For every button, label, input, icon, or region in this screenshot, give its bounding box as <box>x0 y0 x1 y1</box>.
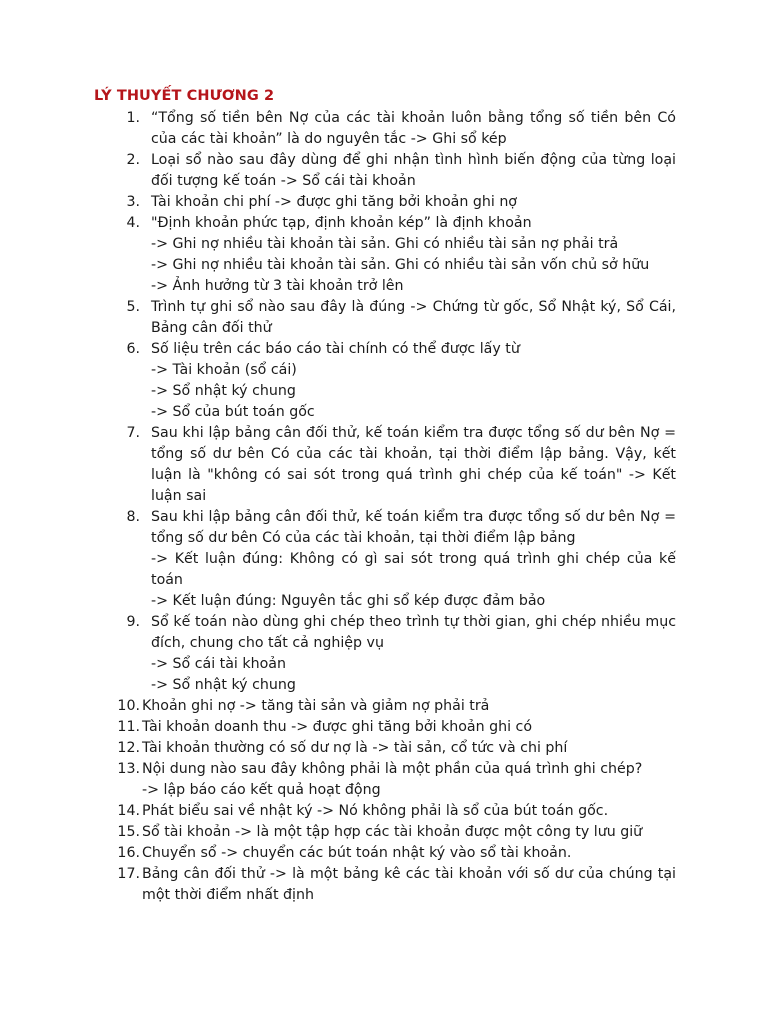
item-body <box>151 507 676 612</box>
item-number: 1. <box>126 110 140 126</box>
list-item <box>94 843 676 864</box>
item-body <box>151 297 676 339</box>
list-item <box>94 108 676 150</box>
item-text: Sổ tài khoản -> là một tập hợp các tài khoản được một công ty lưu giữ <box>142 824 643 840</box>
item-body <box>151 339 676 423</box>
item-body <box>151 423 676 507</box>
item-number: 13. <box>117 761 140 777</box>
list-item <box>94 696 676 717</box>
item-number: 14. <box>117 803 140 819</box>
item-answer: -> Kết luận đúng: Nguyên tắc ghi sổ kép được đảm bảo <box>151 593 546 609</box>
item-number: 2. <box>126 152 140 168</box>
item-answer: -> Kết luận đúng: Không có gì sai sót trong quá trình ghi chép của kế toán <box>151 551 676 588</box>
question-list <box>94 108 676 906</box>
document-title: LÝ THUYẾT CHƯƠNG 2 <box>94 88 275 104</box>
list-item <box>94 738 676 759</box>
list-item <box>94 297 676 339</box>
item-body <box>151 213 676 297</box>
item-answer: -> Ảnh hưởng từ 3 tài khoản trở lên <box>151 278 404 294</box>
item-text: Sau khi lập bảng cân đối thử, kế toán kiểm tra được tổng số dư bên Nợ = tổng số dư bên Có của các tài khoản, tại thời điểm lập bảng <box>151 509 676 546</box>
item-text: Tài khoản doanh thu -> được ghi tăng bởi khoản ghi có <box>142 719 533 735</box>
item-number: 12. <box>117 740 140 756</box>
item-answer: -> Sổ cái tài khoản <box>151 656 286 672</box>
item-body <box>142 864 676 906</box>
item-answer: -> Sổ nhật ký chung <box>151 677 296 693</box>
item-body <box>142 696 676 717</box>
item-answer: -> Ghi nợ nhiều tài khoản tài sản. Ghi có nhiều tài sản vốn chủ sở hữu <box>151 257 650 273</box>
item-text: Loại sổ nào sau đây dùng để ghi nhận tình hình biến động của từng loại đối tượng kế toán -> Sổ cái tài khoản <box>151 152 676 189</box>
item-text: Số liệu trên các báo cáo tài chính có thể được lấy từ <box>151 341 520 357</box>
item-text: Chuyển sổ -> chuyển các bút toán nhật ký vào sổ tài khoản. <box>142 845 572 861</box>
item-body <box>151 108 676 150</box>
item-body <box>142 759 676 801</box>
item-body <box>151 150 676 192</box>
item-body <box>142 738 676 759</box>
item-text: "Định khoản phức tạp, định khoản kép” là định khoản <box>151 215 532 231</box>
item-body <box>142 717 676 738</box>
item-number: 15. <box>117 824 140 840</box>
item-body <box>142 801 676 822</box>
item-number: 7. <box>126 425 140 441</box>
item-text: “Tổng số tiền bên Nợ của các tài khoản luôn bằng tổng số tiền bên Có của các tài khoản” là do nguyên tắc -> Ghi sổ kép <box>151 110 676 147</box>
item-text: Tài khoản chi phí -> được ghi tăng bởi khoản ghi nợ <box>151 194 517 210</box>
list-item <box>94 192 676 213</box>
list-item <box>94 759 676 801</box>
item-text: Nội dung nào sau đây không phải là một phần của quá trình ghi chép? <box>142 761 643 777</box>
item-number: 10. <box>117 698 140 714</box>
item-body <box>142 843 676 864</box>
item-text: Sổ kế toán nào dùng ghi chép theo trình tự thời gian, ghi chép nhiều mục đích, chung cho tất cả nghiệp vụ <box>151 614 676 651</box>
item-text: Bảng cân đối thử -> là một bảng kê các tài khoản với số dư của chúng tại một thời điểm nhất định <box>142 866 676 903</box>
item-number: 3. <box>126 194 140 210</box>
list-item <box>94 507 676 612</box>
item-answer: -> lập báo cáo kết quả hoạt động <box>142 782 381 798</box>
item-answer: -> Sổ nhật ký chung <box>151 383 296 399</box>
item-text: Tài khoản thường có số dư nợ là -> tài sản, cổ tức và chi phí <box>142 740 568 756</box>
item-number: 5. <box>126 299 140 315</box>
document-page <box>94 86 676 906</box>
item-text: Trình tự ghi sổ nào sau đây là đúng -> Chứng từ gốc, Sổ Nhật ký, Sổ Cái, Bảng cân đối thử <box>151 299 676 336</box>
item-number: 4. <box>126 215 140 231</box>
item-answer: -> Tài khoản (sổ cái) <box>151 362 297 378</box>
item-body <box>151 612 676 696</box>
item-body <box>151 192 676 213</box>
list-item <box>94 822 676 843</box>
list-item <box>94 717 676 738</box>
item-number: 11. <box>117 719 140 735</box>
item-text: Phát biểu sai về nhật ký -> Nó không phải là sổ của bút toán gốc. <box>142 803 609 819</box>
list-item <box>94 339 676 423</box>
item-text: Sau khi lập bảng cân đối thử, kế toán kiểm tra được tổng số dư bên Nợ = tổng số dư bên Có của các tài khoản, tại thời điểm lập bảng. Vậy, kết luận là "không có sai sót trong quá trình ghi chép của kế toán" -> Kết luận sai <box>151 425 676 504</box>
item-answer: -> Ghi nợ nhiều tài khoản tài sản. Ghi có nhiều tài sản nợ phải trả <box>151 236 619 252</box>
list-item <box>94 801 676 822</box>
list-item <box>94 612 676 696</box>
item-number: 16. <box>117 845 140 861</box>
list-item <box>94 864 676 906</box>
item-answer: -> Sổ của bút toán gốc <box>151 404 315 420</box>
list-item <box>94 213 676 297</box>
item-number: 6. <box>126 341 140 357</box>
item-number: 17. <box>117 866 140 882</box>
list-item <box>94 423 676 507</box>
item-number: 8. <box>126 509 140 525</box>
list-item <box>94 150 676 192</box>
item-body <box>142 822 676 843</box>
item-text: Khoản ghi nợ -> tăng tài sản và giảm nợ phải trả <box>142 698 490 714</box>
item-number: 9. <box>126 614 140 630</box>
